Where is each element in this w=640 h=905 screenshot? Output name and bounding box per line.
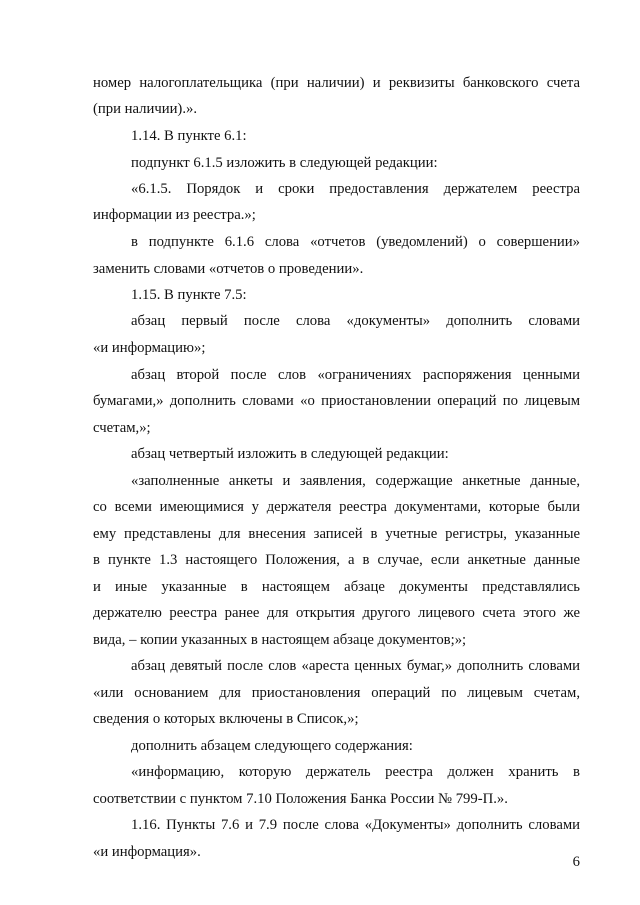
text-line: абзац второй после слов «ограничениях распоряжения ценными [131,367,580,383]
text-line: подпункт 6.1.5 изложить в следующей редакции: [131,155,438,171]
text-line: информации из реестра.»; [93,207,256,223]
text-line: номер налогоплательщика (при наличии) и реквизиты банковского счета [93,75,580,91]
text-line: «6.1.5. Порядок и сроки предоставления держателем реестра [131,181,580,197]
text-line: абзац девятый после слов «ареста ценных бумаг,» дополнить словами [131,658,580,674]
text-line: в подпункте 6.1.6 слова «отчетов (уведомлений) о совершении» [131,234,580,250]
text-line: в пункте 1.3 настоящего Положения, а в случае, если анкетные данные [93,552,580,568]
text-line: ему представлены для внесения записей в учетные регистры, указанные [93,526,580,542]
text-line: соответствии с пунктом 7.10 Положения Банка России № 799-П.». [93,791,508,807]
text-line: вида, – копии указанных в настоящем абзаце документов;»; [93,632,467,648]
text-line: абзац первый после слова «документы» дополнить словами [131,313,580,329]
text-line: сведения о которых включены в Список,»; [93,711,359,727]
text-line: 1.14. В пункте 6.1: [131,128,247,144]
text-line: держателю реестра ранее для открытия другого лицевого счета этого же [93,605,580,621]
text-line: бумагами,» дополнить словами «о приостановлении операций по лицевым [93,393,580,409]
text-line: заменить словами «отчетов о проведении». [93,261,364,277]
text-line: 1.15. В пункте 7.5: [131,287,247,303]
text-line: 1.16. Пункты 7.6 и 7.9 после слова «Документы» дополнить словами [131,817,580,833]
text-line: абзац четвертый изложить в следующей редакции: [131,446,449,462]
text-line: дополнить абзацем следующего содержания: [131,738,413,754]
text-line: и иные указанные в настоящем абзаце документы представлялись [93,579,580,595]
text-line: «и информацию»; [93,340,206,356]
text-line: «и информация». [93,844,201,860]
page-number: 6 [572,854,580,870]
text-line: со всеми имеющимися у держателя реестра документами, которые были [93,499,580,515]
text-line: «информацию, которую держатель реестра должен хранить в [131,764,580,780]
text-line: «заполненные анкеты и заявления, содержащие анкетные данные, [131,473,580,489]
text-line: «или основанием для приостановления операций по лицевым счетам, [93,685,580,701]
text-line: (при наличии).». [93,101,198,117]
text-line: счетам,»; [93,420,151,436]
